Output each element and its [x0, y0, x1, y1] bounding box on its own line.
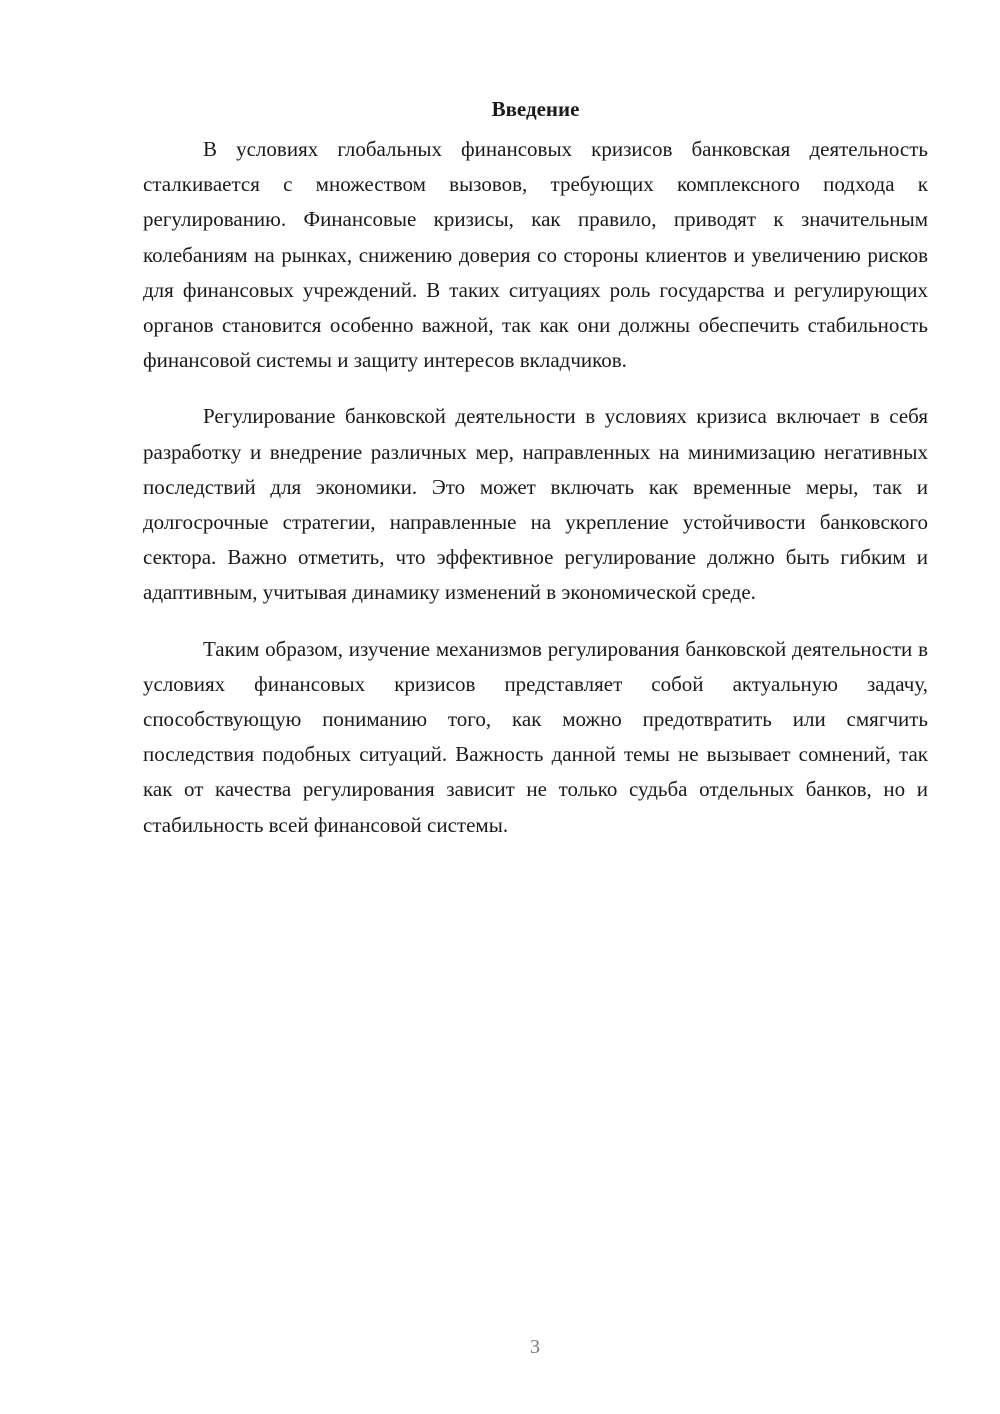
paragraph-1: В условиях глобальных финансовых кризисов банковская деятельность сталкивается с множеством вызовов, требующих комплексного подхода к регулированию. Финансовые кризисы, как правило, приводят к значительным колебаниям на рынках, снижению доверия со стороны клиентов и увеличению рисков для финансовых учреждений. В таких ситуациях роль государства и регулирующих органов становится особенно важной, так как они должны обеспечить стабильность финансовой системы и защиту интересов вкладчиков.	[143, 137, 928, 373]
paragraph-2: Регулирование банковской деятельности в условиях кризиса включает в себя разработку и внедрение различных мер, направленных на минимизацию негативных последствий для экономики. Это может включать как временные меры, так и долгосрочные стратегии, направленные на укрепление устойчивости банковского сектора. Важно отметить, что эффективное регулирование должно быть гибким и адаптивным, учитывая динамику изменений в экономической среде.	[143, 404, 928, 605]
paragraph-3: Таким образом, изучение механизмов регулирования банковской деятельности в условиях финансовых кризисов представляет собой актуальную задачу, способствующую пониманию того, как можно предотвратить или смягчить последствия подобных ситуаций. Важность данной темы не вызывает сомнений, так как от качества регулирования зависит не только судьба отдельных банков, но и стабильность всей финансовой системы.	[143, 636, 928, 837]
page-body	[143, 92, 928, 864]
page-number: 3	[530, 1336, 540, 1358]
section-heading: Введение	[491, 97, 580, 121]
